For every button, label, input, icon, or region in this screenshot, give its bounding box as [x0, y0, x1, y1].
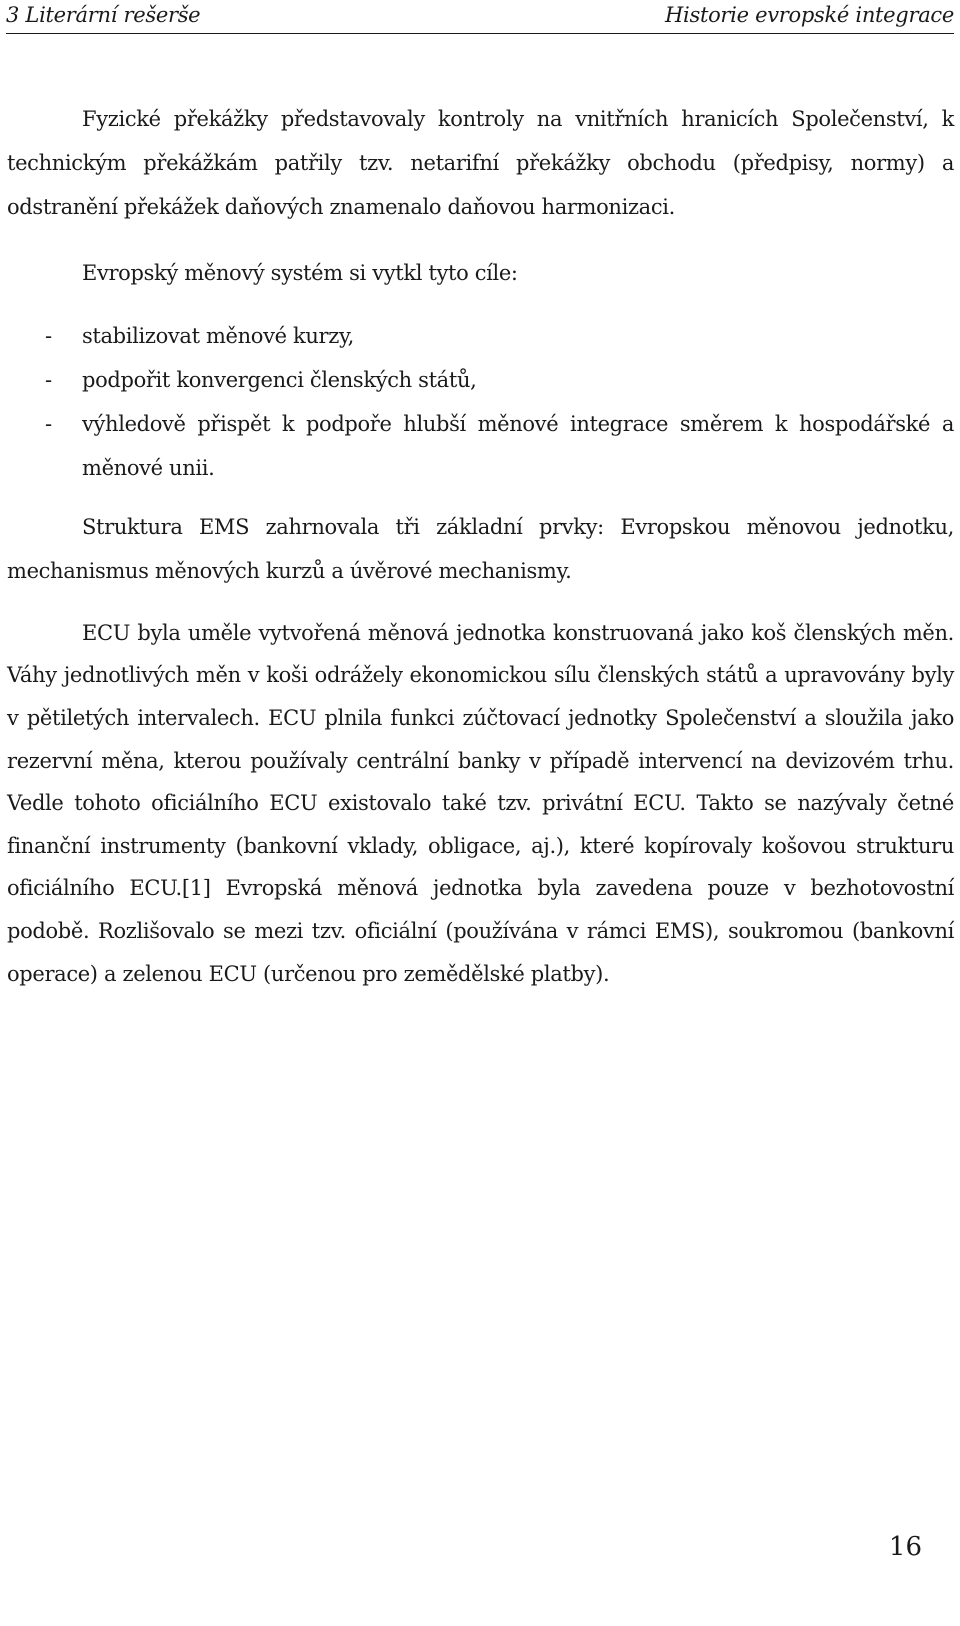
page-content: [7, 98, 954, 995]
paragraph-barriers: Fyzické překážky představovaly kontroly na vnitřních hranicích Společenství, k technickým překážkám patřily tzv. netarifní překážky obchodu (předpisy, normy) a odstranění překážek daňových znamenalo daňovou harmonizaci.: [7, 107, 954, 219]
page-number: 16: [888, 1532, 922, 1562]
paragraph-ecu: ECU byla uměle vytvořená měnová jednotka konstruovaná jako koš členských měn. Váhy jednotlivých měn v koši odrážely ekonomickou sílu členských států a upravovány byly v pětiletých intervalech. ECU plnila funkci zúčtovací jednotky Společenství a sloužila jako rezervní měna, kterou používaly centrální banky v případě intervencí na devizovém trhu. Vedle tohoto oficiálního ECU existovalo také tzv. privátní ECU. Takto se nazývaly četné finanční instrumenty (bankovní vklady, obligace, aj.), které kopírovaly košovou strukturu oficiálního ECU.[1] Evropská měnová jednotka byla zavedena pouze v bezhotovostní podobě. Rozlišovalo se mezi tzv. oficiální (používána v rámci EMS), soukromou (bankovní operace) a zelenou ECU (určenou pro zemědělské platby).: [7, 620, 954, 986]
list-dash: -: [45, 368, 52, 393]
list-item: [7, 358, 954, 402]
list-item: [7, 402, 954, 490]
header-rule: [6, 33, 954, 34]
page-header: [6, 0, 954, 30]
header-section: Historie evropské integrace: [665, 3, 954, 27]
list-item-text: stabilizovat měnové kurzy,: [82, 324, 355, 349]
paragraph-ems-goals-intro: Evropský měnový systém si vytkl tyto cíle:: [82, 261, 518, 286]
list-item: [7, 314, 954, 358]
list-item-text: podpořit konvergenci členských států,: [82, 368, 477, 393]
list-item-text: výhledově přispět k podpoře hlubší měnové integrace směrem k hospodářské a měnové unii.: [82, 412, 954, 481]
header-chapter: 3 Literární rešerše: [6, 3, 201, 27]
paragraph-ems-structure: Struktura EMS zahrnovala tři základní prvky: Evropskou měnovou jednotku, mechanismus měnových kurzů a úvěrové mechanismy.: [7, 515, 954, 583]
ems-goals-list: [7, 314, 954, 490]
list-dash: -: [45, 324, 52, 349]
list-dash: -: [45, 412, 52, 437]
